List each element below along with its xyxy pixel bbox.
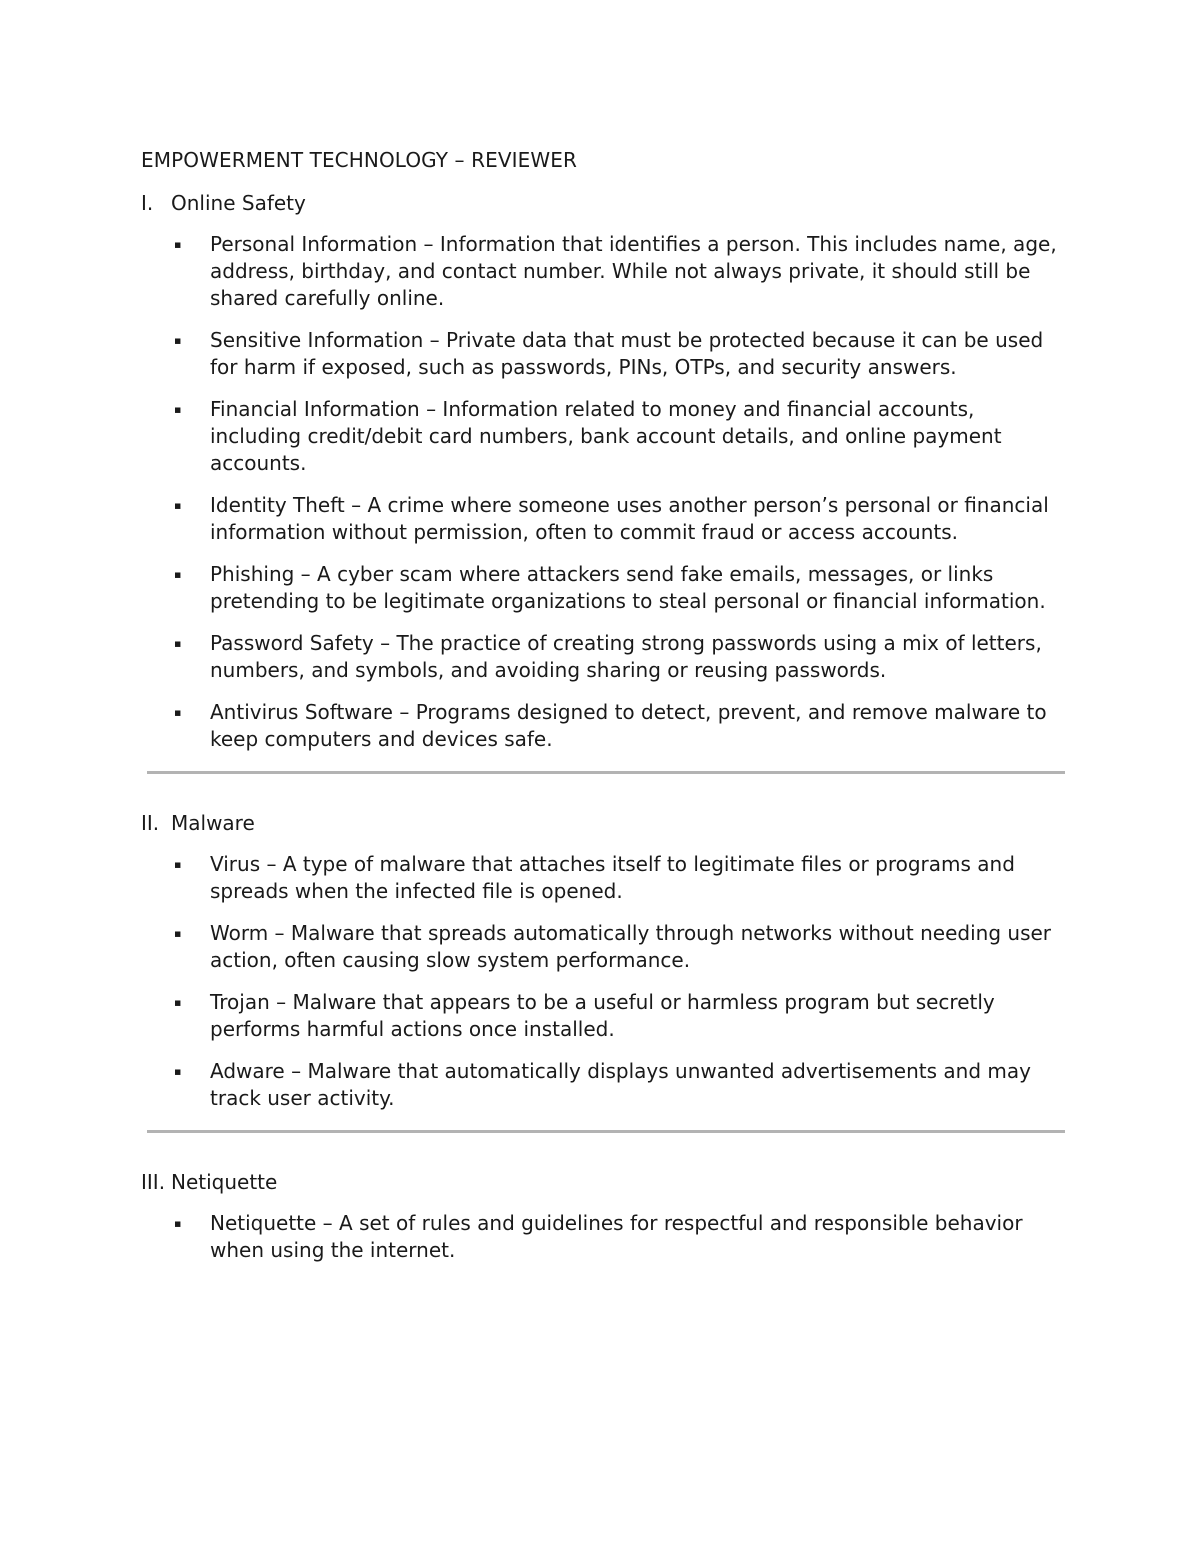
list-item-text: Adware – Malware that automatically displays unwanted advertisements and may track user activity. [210,1059,1031,1110]
bullet-icon: ▪ [174,403,182,416]
list-item [141,920,1066,974]
list-item-text: Personal Information – Information that identifies a person. This includes name, age, address, birthday, and contact number. While not always private, it should still be shared carefully online. [210,232,1057,310]
list-item [141,630,1066,684]
list-item [141,231,1066,312]
bullet-list [141,851,1066,1112]
document-title: EMPOWERMENT TECHNOLOGY – REVIEWER [141,148,577,172]
bullet-icon: ▪ [174,238,182,251]
list-item-text: Financial Information – Information related to money and financial accounts, including credit/debit card numbers, bank account details, and online payment accounts. [210,397,1002,475]
section-title: Online Safety [171,191,306,215]
list-item [141,492,1066,546]
section-online-safety [141,189,1066,753]
section-number: III. [141,1170,166,1194]
list-item-text: Password Safety – The practice of creating strong passwords using a mix of letters, numbers, and symbols, and avoiding sharing or reusing passwords. [210,631,1042,682]
bullet-icon: ▪ [174,1217,182,1230]
list-item [141,327,1066,381]
bullet-icon: ▪ [174,858,182,871]
bullet-icon: ▪ [174,334,182,347]
list-item-text: Virus – A type of malware that attaches itself to legitimate files or programs and spreads when the infected file is opened. [210,852,1015,903]
list-item-text: Phishing – A cyber scam where attackers send fake emails, messages, or links pretending to be legitimate organizations to steal personal or financial information. [210,562,1046,613]
section-divider [147,771,1065,774]
section-title: Netiquette [171,1170,278,1194]
list-item [141,1210,1066,1264]
bullet-icon: ▪ [174,996,182,1009]
list-item-text: Trojan – Malware that appears to be a useful or harmless program but secretly performs harmful actions once installed. [210,990,995,1041]
list-item-text: Sensitive Information – Private data that must be protected because it can be used for harm if exposed, such as passwords, PINs, OTPs, and security answers. [210,328,1044,379]
list-item [141,1058,1066,1112]
bullet-icon: ▪ [174,637,182,650]
section-number: I. [141,191,154,215]
bullet-icon: ▪ [174,706,182,719]
list-item [141,561,1066,615]
bullet-icon: ▪ [174,568,182,581]
section-netiquette [141,1168,1066,1264]
section-heading [141,1168,1066,1196]
section-divider [147,1130,1065,1133]
list-item [141,699,1066,753]
list-item [141,396,1066,477]
section-number: II. [141,811,160,835]
list-item-text: Antivirus Software – Programs designed to detect, prevent, and remove malware to keep computers and devices safe. [210,700,1047,751]
document-page [141,146,1066,1279]
list-item [141,989,1066,1043]
list-item-text: Identity Theft – A crime where someone uses another person’s personal or financial information without permission, often to commit fraud or access accounts. [210,493,1049,544]
list-item-text: Worm – Malware that spreads automatically through networks without needing user action, often causing slow system performance. [210,921,1052,972]
bullet-list [141,231,1066,753]
list-item-text: Netiquette – A set of rules and guidelines for respectful and responsible behavior when using the internet. [210,1211,1023,1262]
bullet-icon: ▪ [174,499,182,512]
section-heading [141,189,1066,217]
section-malware [141,809,1066,1112]
bullet-icon: ▪ [174,927,182,940]
list-item [141,851,1066,905]
bullet-list [141,1210,1066,1264]
bullet-icon: ▪ [174,1065,182,1078]
section-heading [141,809,1066,837]
section-title: Malware [171,811,255,835]
